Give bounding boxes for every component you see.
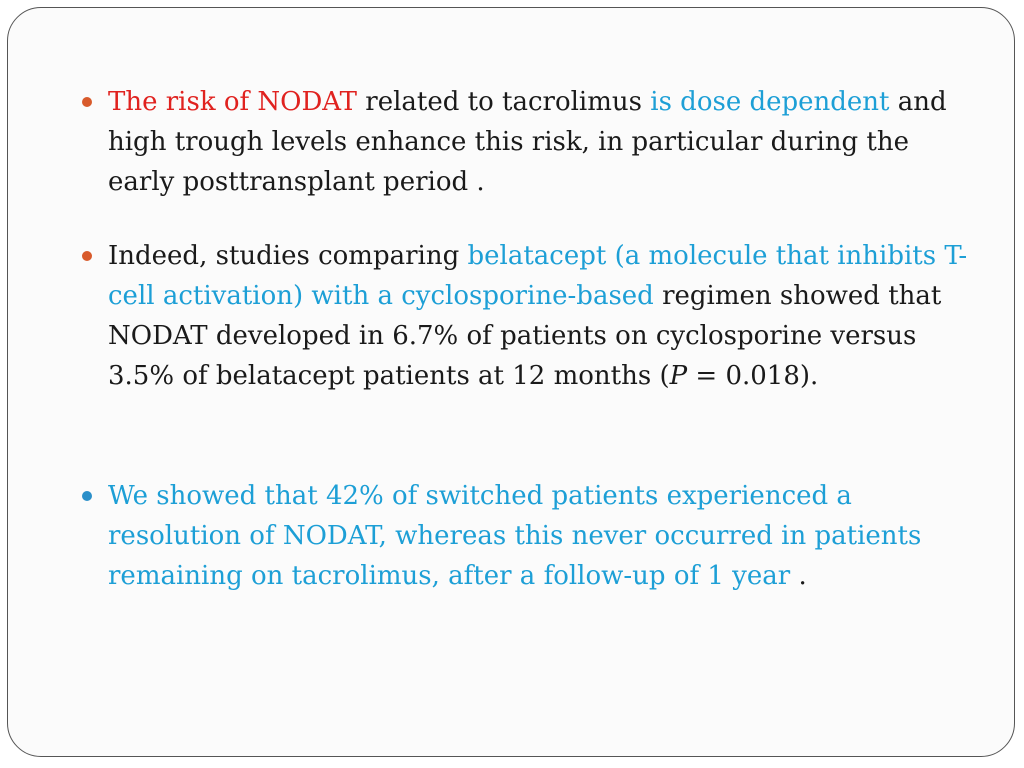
bullet-2-text-italic: P: [669, 361, 688, 391]
bullet-2-text-plain-3: = 0.018).: [687, 361, 819, 391]
bullet-dot-icon: [82, 97, 92, 107]
bullet-2-text-plain: Indeed, studies comparing: [108, 241, 468, 271]
bullet-2-text-blue: belatacept (a molecule that inhibits T-cell activation) with a cyclosporine-based: [108, 241, 968, 311]
bullet-list: [84, 82, 974, 596]
bullet-item-3: [84, 476, 974, 596]
bullet-1-text-blue: is dose dependent: [650, 87, 890, 117]
bullet-dot-icon: [82, 491, 92, 501]
bullet-2-text-plain-2: regimen showed that NODAT developed in 6.7% of patients on cyclosporine versus 3.5% of belatacept patients at 12 months (: [108, 281, 942, 391]
bullet-item-2: [84, 236, 974, 396]
slide: [7, 7, 1015, 757]
bullet-3-text-plain: .: [790, 561, 807, 591]
bullet-1-text-plain-2: and high trough levels enhance this risk, in particular during the early posttransplant period .: [108, 87, 947, 197]
bullet-1-text-plain: related to tacrolimus: [357, 87, 651, 117]
bullet-dot-icon: [82, 251, 92, 261]
bullet-3-text-blue: We showed that 42% of switched patients experienced a resolution of NODAT, whereas this never occurred in patients remaining on tacrolimus, after a follow-up of 1 year: [108, 481, 922, 591]
bullet-1-text-red: The risk of NODAT: [108, 87, 357, 117]
bullet-item-1: [84, 82, 974, 202]
